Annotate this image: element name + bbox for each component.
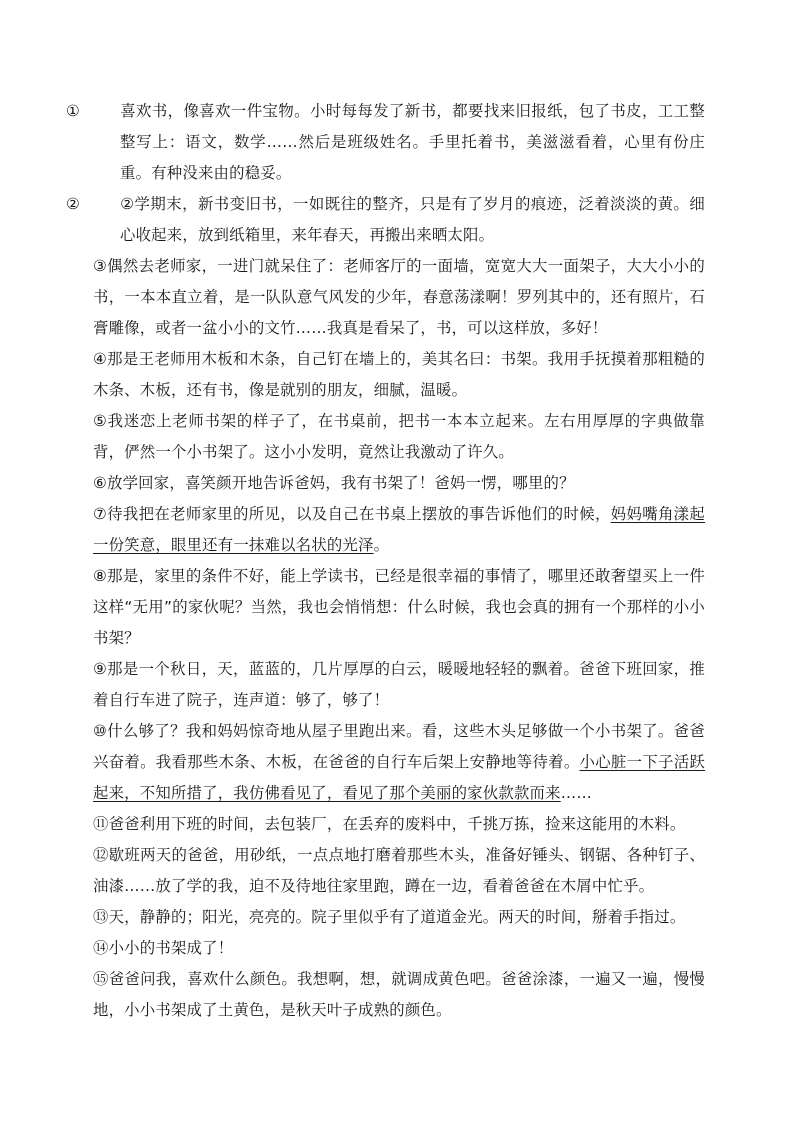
paragraph-10 [93, 716, 705, 809]
paragraph-3 [93, 251, 705, 344]
paragraph-7 [93, 499, 705, 561]
paragraph-number: ① [66, 102, 80, 120]
paragraph-12 [93, 840, 705, 902]
paragraph-14 [93, 933, 705, 964]
paragraph-number: ⑭ [93, 939, 109, 957]
paragraph-9 [93, 654, 705, 716]
paragraph-text: 什么够了？我和妈妈惊奇地从屋子里跑出来。看，这些木头足够做一个小书架了。爸爸兴奋着。我看那些木条、木板，在爸爸的自行车后架上安静地等待着。 [93, 722, 706, 771]
paragraph-text: ②学期末，新书变旧书，一如既往的整齐，只是有了岁月的痕迹，泛着淡淡的黄。细心收起来，放到纸箱里，来年春天，再搬出来晒太阳。 [120, 195, 705, 244]
paragraph-5 [93, 406, 705, 468]
paragraph-text: 爸爸问我，喜欢什么颜色。我想啊，想，就调成黄色吧。爸爸涂漆，一遍又一遍，慢慢地，小小书架成了土黄色，是秋天叶子成熟的颜色。 [93, 970, 705, 1019]
paragraph-text: 天，静静的；阳光，亮亮的。院子里似乎有了道道金光。两天的时间，掰着手指过。 [108, 908, 686, 926]
paragraph-text: 爸爸利用下班的时间，去包装厂，在丢弃的废料中，千挑万拣，捡来这能用的木料。 [108, 815, 686, 833]
paragraph-text: 那是一个秋日，天，蓝蓝的，几片厚厚的白云，暖暖地轻轻的飘着。爸爸下班回家，推着自行车进了院子，连声道：够了，够了！ [93, 660, 706, 709]
paragraph-number: ⑫ [93, 846, 109, 864]
paragraph-text: 那是王老师用木板和木条，自己钉在墙上的，美其名曰：书架。我用手抚摸着那粗糙的木条、木板，还有书，像是就别的朋友，细腻，温暖。 [93, 350, 706, 399]
paragraph-number: ⑤ [93, 412, 108, 430]
paragraph-number: ⑧ [93, 567, 108, 585]
paragraph-text: 待我把在老师家里的所见，以及自己在书桌上摆放的事告诉他们的时候， [107, 505, 611, 523]
paragraph-text-end: …… [560, 784, 592, 802]
paragraph-11 [93, 809, 705, 840]
paragraph-number: ② [66, 195, 80, 213]
underlined-sentence: 小心脏一下子活跃起来，不知所措了，我仿佛看见了，看见了那个美丽的家伙款款而来 [93, 753, 706, 802]
underlined-sentence: 妈妈嘴角漾起一份笑意，眼里还有一抹难以名状的光泽 [93, 505, 706, 554]
paragraph-text: 我迷恋上老师书架的样子了，在书桌前，把书一本本立起来。左右用厚厚的字典做靠背，俨然一个小书架了。这小小发明，竟然让我激动了许久。 [93, 412, 706, 461]
paragraph-number: ⑩ [93, 722, 108, 740]
paragraph-number: ③ [93, 257, 108, 275]
paragraph-13 [93, 902, 705, 933]
paragraph-number: ④ [93, 350, 108, 368]
paragraph-text: 喜欢书，像喜欢一件宝物。小时每每发了新书，都要找来旧报纸，包了书皮，工工整整写上：语文，数学……然后是班级姓名。手里托着书，美滋滋看着，心里有份庄重。有种没来由的稳妥。 [120, 102, 705, 182]
paragraph-number: ⑪ [93, 815, 109, 833]
paragraph-4 [93, 344, 705, 406]
paragraph-number: ⑦ [93, 505, 108, 523]
paragraph-text: 小小的书架成了！ [108, 939, 234, 957]
paragraph-text: 那是，家里的条件不好，能上学读书，已经是很幸福的事情了，哪里还敢奢望买上一件这样“无用”的家伙呢？当然，我也会悄悄想：什么时候，我也会真的拥有一个那样的小小书架？ [93, 567, 706, 647]
paragraph-text: 偶然去老师家，一进门就呆住了：老师客厅的一面墙，宽宽大大一面架子，大大小小的书，一本本直立着，是一队队意气风发的少年，春意荡漾啊！罗列其中的，还有照片，石膏雕像，或者一盆小小的文竹……我真是看呆了，书，可以这样放，多好！ [93, 257, 706, 337]
paragraph-number: ⑥ [93, 474, 107, 492]
paragraph-15 [93, 964, 705, 1026]
paragraph-1 [66, 96, 705, 189]
paragraph-number: ⑬ [93, 908, 109, 926]
paragraph-2 [66, 189, 705, 251]
article-body [66, 96, 706, 1026]
paragraph-text: 放学回家，喜笑颜开地告诉爸妈，我有书架了！爸妈一愣，哪里的？ [107, 474, 575, 492]
paragraph-text: 歇班两天的爸爸，用砂纸，一点点地打磨着那些木头，准备好锤头、钢锯、各种钉子、油漆……放了学的我，迫不及待地往家里跑，蹲在一边，看着爸爸在木屑中忙乎。 [93, 846, 705, 895]
paragraph-number: ⑮ [93, 970, 109, 988]
paragraph-number: ⑨ [93, 660, 108, 678]
paragraph-6 [93, 468, 705, 499]
paragraph-text-end: 。 [373, 536, 390, 554]
paragraph-8 [93, 561, 705, 654]
